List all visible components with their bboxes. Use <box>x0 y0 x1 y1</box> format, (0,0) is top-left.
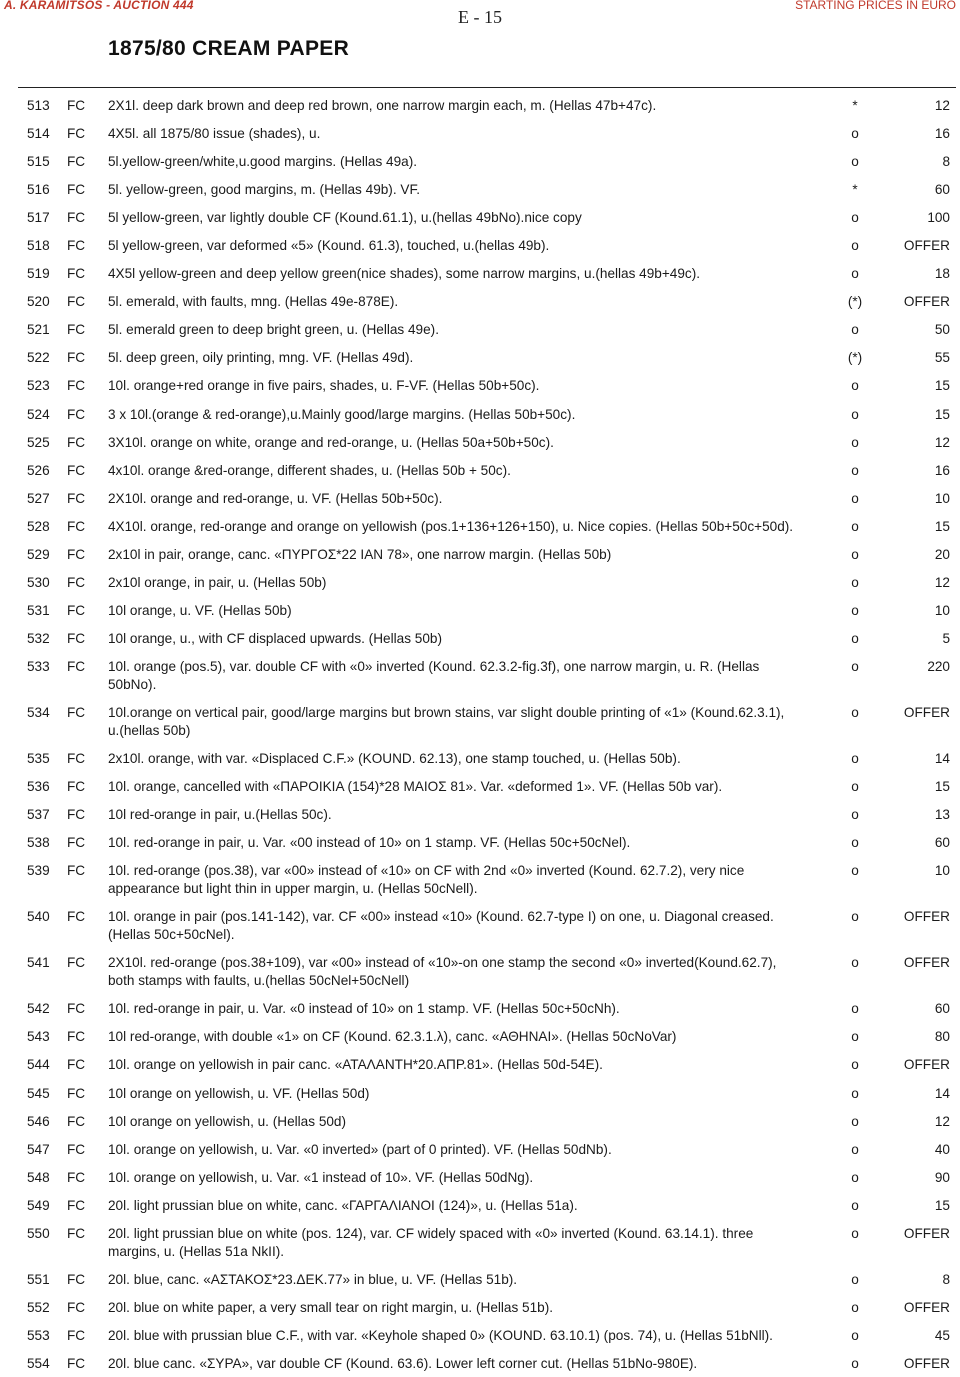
lot-price: 14 <box>934 751 950 767</box>
lot-category: FC <box>67 462 86 478</box>
lot-condition: o <box>851 126 859 142</box>
lot-description: 10l.orange on vertical pair, good/large margins but brown stains, var slight double printing of «1» (Kound.62.3.1), u.(hellas 50b) <box>108 704 785 738</box>
lot-description: 10l. orange on yellowish in pair canc. «ΑΤΑΛΑΝΤΗ*20.ΑΠΡ.81». (Hellas 50d-54E). <box>108 1057 603 1073</box>
lot-row <box>0 349 960 367</box>
lot-number: 549 <box>27 1197 50 1213</box>
lot-number: 537 <box>27 807 50 823</box>
lot-price: 80 <box>934 1029 950 1045</box>
lot-category: FC <box>67 126 86 142</box>
lot-condition: * <box>852 98 858 113</box>
lot-price: OFFER <box>903 1225 950 1241</box>
lot-number: 539 <box>27 863 50 879</box>
lot-category: FC <box>67 704 86 720</box>
lot-number: 518 <box>27 238 50 254</box>
lot-price: 15 <box>934 406 950 422</box>
lot-category: FC <box>67 378 86 394</box>
lot-condition: o <box>851 704 859 720</box>
lot-row <box>0 1355 960 1373</box>
lot-description: 5l.yellow-green/white,u.good margins. (Hellas 49a). <box>108 154 418 170</box>
lot-category: FC <box>67 1113 86 1129</box>
lot-price: 15 <box>934 1197 950 1213</box>
lot-description: 10l orange on yellowish, u. (Hellas 50d) <box>108 1113 347 1129</box>
lot-number: 550 <box>27 1225 50 1241</box>
lot-condition: o <box>851 751 859 767</box>
lot-condition: o <box>851 863 859 879</box>
lot-description: 5l. emerald, with faults, mng. (Hellas 49e-878E). <box>108 294 399 310</box>
lot-price: OFFER <box>903 1299 950 1315</box>
lot-category: FC <box>67 658 86 674</box>
lot-row <box>0 546 960 564</box>
lot-category: FC <box>67 1029 86 1045</box>
lot-number: 529 <box>27 546 50 562</box>
lot-condition: o <box>851 835 859 851</box>
lot-row <box>0 434 960 452</box>
lot-row <box>0 1299 960 1317</box>
lot-number: 536 <box>27 779 50 795</box>
lot-category: FC <box>67 751 86 767</box>
lot-price: 55 <box>934 350 950 366</box>
lot-row <box>0 750 960 768</box>
lot-condition: o <box>851 658 859 674</box>
lot-price: 8 <box>942 1271 950 1287</box>
lot-number: 520 <box>27 294 50 310</box>
lot-condition: o <box>851 630 859 646</box>
lot-price: OFFER <box>903 704 950 720</box>
lot-category: FC <box>67 1299 86 1315</box>
lot-description: 10l. orange on yellowish, u. Var. «1 instead of 10». VF. (Hellas 50dNg). <box>108 1169 534 1185</box>
lot-description: 20l. blue canc. «ΣΥΡΑ», var double CF (Kound. 63.6). Lower left corner cut. (Hellas 51bNo-980E). <box>108 1355 698 1371</box>
lot-number: 541 <box>27 955 50 971</box>
lot-number: 523 <box>27 378 50 394</box>
lot-price: 90 <box>934 1169 950 1185</box>
lot-category: FC <box>67 1001 86 1017</box>
lot-number: 527 <box>27 490 50 506</box>
lot-row <box>0 153 960 171</box>
lot-category: FC <box>67 779 86 795</box>
lot-price: 10 <box>934 602 950 618</box>
lot-row <box>0 1028 960 1046</box>
lot-price: 16 <box>934 462 950 478</box>
lot-row <box>0 125 960 143</box>
lot-number: 522 <box>27 350 50 366</box>
lot-row <box>0 462 960 480</box>
lot-condition: o <box>851 1169 859 1185</box>
lot-number: 548 <box>27 1169 50 1185</box>
lot-row <box>0 1085 960 1103</box>
lot-row <box>0 406 960 424</box>
lot-condition: o <box>851 1225 859 1241</box>
lot-number: 528 <box>27 518 50 534</box>
lot-price: 10 <box>934 863 950 879</box>
lot-category: FC <box>67 1355 86 1371</box>
section-title: 1875/80 CREAM PAPER <box>108 37 350 60</box>
lot-number: 532 <box>27 630 50 646</box>
lot-condition: o <box>851 210 859 226</box>
lot-category: FC <box>67 863 86 879</box>
lot-condition: o <box>851 1057 859 1073</box>
lot-price: 20 <box>934 546 950 562</box>
lot-condition: o <box>851 462 859 478</box>
lot-price: 12 <box>934 574 950 590</box>
lot-condition: o <box>851 807 859 823</box>
lot-number: 545 <box>27 1085 50 1101</box>
lot-condition: o <box>851 406 859 422</box>
lot-condition: o <box>851 1197 859 1213</box>
lot-condition: o <box>851 434 859 450</box>
lot-category: FC <box>67 1169 86 1185</box>
lot-row <box>0 1141 960 1159</box>
lot-row <box>0 490 960 508</box>
lot-description: 4X10l. orange, red-orange and orange on yellowish (pos.1+136+126+150), u. Nice copies. (Hellas 50b+50c+50d). <box>108 518 794 534</box>
lot-row <box>0 778 960 796</box>
lot-category: FC <box>67 835 86 851</box>
lot-description: 10l. orange on yellowish, u. Var. «0 inverted» (part of 0 printed). VF. (Hellas 50dNb). <box>108 1141 612 1157</box>
header-auction-name: A. KARAMITSOS - AUCTION 444 <box>4 0 194 12</box>
lot-description: 4X5l yellow-green and deep yellow green(nice shades), some narrow margins, u.(hellas 49b+49c). <box>108 266 701 282</box>
lot-row <box>0 630 960 648</box>
lot-price: 220 <box>927 658 950 674</box>
lot-row <box>0 574 960 592</box>
header-price-note: STARTING PRICES IN EURO <box>795 0 956 12</box>
lot-row <box>0 293 960 311</box>
lot-condition: o <box>851 1001 859 1017</box>
lot-condition: o <box>851 154 859 170</box>
lot-description: 4x10l. orange &red-orange, different shades, u. (Hellas 50b + 50c). <box>108 462 511 478</box>
lot-number: 521 <box>27 322 50 338</box>
lot-category: FC <box>67 1225 86 1241</box>
lot-category: FC <box>67 266 86 282</box>
lot-number: 533 <box>27 658 50 674</box>
lot-description: 20l. blue with prussian blue C.F., with var. «Keyhole shaped 0» (KOUND. 63.10.1) (pos. 74), u. (Hellas 51bNll). <box>108 1327 773 1343</box>
lot-condition: o <box>851 1085 859 1101</box>
lot-category: FC <box>67 1057 86 1073</box>
lot-row <box>0 1169 960 1187</box>
lot-price: 18 <box>934 266 950 282</box>
lot-list <box>0 97 960 1373</box>
lot-description: 10l orange, u., with CF displaced upwards. (Hellas 50b) <box>108 630 442 646</box>
lot-condition: o <box>851 1299 859 1315</box>
lot-price: 15 <box>934 518 950 534</box>
lot-number: 514 <box>27 126 50 142</box>
lot-number: 517 <box>27 210 50 226</box>
lot-price: 10 <box>934 490 950 506</box>
lot-condition: o <box>851 955 859 971</box>
lot-number: 543 <box>27 1029 50 1045</box>
lot-description: 2x10l orange, in pair, u. (Hellas 50b) <box>108 574 327 590</box>
lot-description: 10l. orange (pos.5), var. double CF with «0» inverted (Kound. 62.3.2-fig.3f), one narrow margin, u. R. (Hellas 50bNo). <box>108 658 760 692</box>
lot-description: 2X10l. red-orange (pos.38+109), var «00» instead of «10»-on one stamp the second «0» inverted(Kound.62.7), both stamps with faults, u.(hellas 50cNel+50cNell) <box>108 955 777 989</box>
lot-row <box>0 954 960 990</box>
lot-description: 20l. blue, canc. «ΑΣΤΑΚΟΣ*23.ΔΕΚ.77» in blue, u. VF. (Hellas 51b). <box>108 1271 518 1287</box>
lot-category: FC <box>67 574 86 590</box>
lot-condition: o <box>851 909 859 925</box>
lot-price: OFFER <box>903 909 950 925</box>
lot-row <box>0 209 960 227</box>
lot-description: 20l. light prussian blue on white, canc. «ΓΑΡΓΑΛΙΑΝΟΙ (124)», u. (Hellas 51a). <box>108 1197 578 1213</box>
lot-category: FC <box>67 546 86 562</box>
lot-number: 551 <box>27 1271 50 1287</box>
lot-condition: o <box>851 378 859 394</box>
lot-description: 2X10l. orange and red-orange, u. VF. (Hellas 50b+50c). <box>108 490 443 506</box>
lot-description: 5l yellow-green, var deformed «5» (Kound. 61.3), touched, u.(hellas 49b). <box>108 238 550 254</box>
lot-condition: o <box>851 266 859 282</box>
lot-row <box>0 181 960 199</box>
lot-description: 10l. orange+red orange in five pairs, shades, u. F-VF. (Hellas 50b+50c). <box>108 378 540 394</box>
lot-number: 553 <box>27 1327 50 1343</box>
lot-condition: o <box>851 574 859 590</box>
lot-category: FC <box>67 518 86 534</box>
lot-condition: o <box>851 546 859 562</box>
lot-description: 10l. red-orange in pair, u. Var. «0 instead of 10» on 1 stamp. VF. (Hellas 50c+50cNh). <box>108 1001 620 1017</box>
lot-description: 4X5l. all 1875/80 issue (shades), u. <box>108 126 321 142</box>
lot-row <box>0 704 960 740</box>
lot-number: 530 <box>27 574 50 590</box>
lot-description: 5l yellow-green, var lightly double CF (Kound.61.1), u.(hellas 49bNo).nice copy <box>108 210 582 226</box>
lot-condition: o <box>851 1327 859 1343</box>
lot-row <box>0 97 960 115</box>
lot-category: FC <box>67 630 86 646</box>
lot-price: 60 <box>934 835 950 851</box>
lot-row <box>0 518 960 536</box>
lot-description: 5l. emerald green to deep bright green, u. (Hellas 49e). <box>108 322 439 338</box>
lot-category: FC <box>67 406 86 422</box>
lot-category: FC <box>67 1197 86 1213</box>
lot-number: 513 <box>27 98 50 113</box>
lot-category: FC <box>67 322 86 338</box>
lot-description: 10l red-orange, with double «1» on CF (Kound. 62.3.1.λ), canc. «ΑΘΗΝΑΙ». (Hellas 50cNoVar) <box>108 1029 677 1045</box>
lot-number: 547 <box>27 1141 50 1157</box>
lot-description: 5l. yellow-green, good margins, m. (Hellas 49b). VF. <box>108 182 421 198</box>
lot-condition: (*) <box>847 294 863 310</box>
page-number: E - 15 <box>458 7 502 27</box>
lot-description: 3 x 10l.(orange & red-orange),u.Mainly good/large margins. (Hellas 50b+50c). <box>108 406 576 422</box>
lot-price: 60 <box>934 182 950 198</box>
lot-category: FC <box>67 238 86 254</box>
lot-price: 12 <box>934 434 950 450</box>
lot-category: FC <box>67 154 86 170</box>
lot-condition: (*) <box>847 350 863 366</box>
lot-category: FC <box>67 1327 86 1343</box>
title-divider <box>18 87 956 88</box>
lot-condition: o <box>851 1271 859 1287</box>
lot-condition: o <box>851 1141 859 1157</box>
lot-price: 45 <box>934 1327 950 1343</box>
lot-description: 10l. red-orange in pair, u. Var. «00 instead of 10» on 1 stamp. VF. (Hellas 50c+50cNel). <box>108 835 631 851</box>
lot-row <box>0 1327 960 1345</box>
lot-category: FC <box>67 294 86 310</box>
lot-row <box>0 658 960 694</box>
lot-category: FC <box>67 182 86 198</box>
lot-condition: o <box>851 238 859 254</box>
lot-description: 20l. light prussian blue on white (pos. 124), var. CF widely spaced with «0» inverted (Kound. 63.14.1). three margins, u. (Hellas 51a NkII). <box>108 1225 754 1259</box>
lot-description: 5l. deep green, oily printing, mng. VF. (Hellas 49d). <box>108 350 414 366</box>
lot-price: 50 <box>934 322 950 338</box>
lot-category: FC <box>67 807 86 823</box>
lot-condition: o <box>851 1355 859 1371</box>
lot-price: 15 <box>934 378 950 394</box>
lot-price: 40 <box>934 1141 950 1157</box>
lot-price: OFFER <box>903 1057 950 1073</box>
lot-condition: o <box>851 1113 859 1129</box>
lot-category: FC <box>67 350 86 366</box>
lot-description: 2X1l. deep dark brown and deep red brown, one narrow margin each, m. (Hellas 47b+47c). <box>108 98 657 113</box>
lot-description: 10l orange, u. VF. (Hellas 50b) <box>108 602 292 618</box>
lot-number: 535 <box>27 751 50 767</box>
lot-price: 8 <box>942 154 950 170</box>
lot-price: OFFER <box>903 294 950 310</box>
lot-description: 10l red-orange in pair, u.(Hellas 50c). <box>108 807 332 823</box>
lot-category: FC <box>67 490 86 506</box>
lot-category: FC <box>67 1141 86 1157</box>
lot-number: 542 <box>27 1001 50 1017</box>
lot-category: FC <box>67 1271 86 1287</box>
lot-number: 554 <box>27 1355 50 1371</box>
lot-price: 14 <box>934 1085 950 1101</box>
lot-price: 5 <box>942 630 950 646</box>
lot-category: FC <box>67 909 86 925</box>
lot-number: 526 <box>27 462 50 478</box>
lot-price: OFFER <box>903 1355 950 1371</box>
lot-category: FC <box>67 98 86 113</box>
lot-row <box>0 834 960 852</box>
lot-condition: o <box>851 322 859 338</box>
lot-condition: o <box>851 1029 859 1045</box>
lot-number: 515 <box>27 154 50 170</box>
lot-price: 15 <box>934 779 950 795</box>
lot-row <box>0 1113 960 1131</box>
lot-description: 10l. orange in pair (pos.141-142), var. CF «00» instead «10» (Kound. 62.7-type I) on one, u. Diagonal creased. (Hellas 50c+50cNel). <box>108 909 774 943</box>
lot-category: FC <box>67 602 86 618</box>
lot-number: 552 <box>27 1299 50 1315</box>
lot-row <box>0 1225 960 1261</box>
lot-description: 3X10l. orange on white, orange and red-orange, u. (Hellas 50a+50b+50c). <box>108 434 554 450</box>
lot-row <box>0 806 960 824</box>
lot-description: 10l orange on yellowish, u. VF. (Hellas 50d) <box>108 1085 370 1101</box>
lot-row <box>0 1000 960 1018</box>
lot-price: OFFER <box>903 955 950 971</box>
lot-price: 100 <box>927 210 950 226</box>
lot-row <box>0 908 960 944</box>
lot-condition: o <box>851 779 859 795</box>
lot-number: 546 <box>27 1113 50 1129</box>
lot-price: 12 <box>934 1113 950 1129</box>
lot-row <box>0 377 960 395</box>
lot-condition: * <box>852 182 858 198</box>
lot-description: 10l. red-orange (pos.38), var «00» instead of «10» on CF with 2nd «0» inverted (Kound. 62.7.2), very nice appearance but light thin in upper margin, u. (Hellas 50cNell). <box>108 863 745 897</box>
lot-condition: o <box>851 490 859 506</box>
lot-description: 20l. blue on white paper, a very small tear on right margin, u. (Hellas 51b). <box>108 1299 554 1315</box>
lot-row <box>0 862 960 898</box>
lot-price: 60 <box>934 1001 950 1017</box>
lot-price: 13 <box>934 807 950 823</box>
lot-number: 538 <box>27 835 50 851</box>
lot-row <box>0 1197 960 1215</box>
lot-category: FC <box>67 955 86 971</box>
lot-condition: o <box>851 518 859 534</box>
lot-row <box>0 1271 960 1289</box>
lot-description: 10l. orange, cancelled with «ΠΑΡΟΙΚΙΑ (154)*28 ΜΑΙΟΣ 81». Var. «deformed 1». VF. (Hellas 50b var). <box>108 779 723 795</box>
lot-condition: o <box>851 602 859 618</box>
lot-number: 531 <box>27 602 50 618</box>
lot-row <box>0 321 960 339</box>
lot-price: 16 <box>934 126 950 142</box>
lot-number: 525 <box>27 434 50 450</box>
lot-number: 524 <box>27 406 50 422</box>
lot-row <box>0 1056 960 1074</box>
lot-description: 2x10l. orange, with var. «Displaced C.F.» (KOUND. 62.13), one stamp touched, u. (Hellas 50b). <box>108 751 681 767</box>
lot-number: 516 <box>27 182 50 198</box>
lot-price: OFFER <box>903 238 950 254</box>
lot-price: 12 <box>934 98 950 113</box>
lot-number: 544 <box>27 1057 50 1073</box>
lot-number: 519 <box>27 266 50 282</box>
lot-row <box>0 265 960 283</box>
lot-row <box>0 237 960 255</box>
lot-number: 534 <box>27 704 50 720</box>
lot-row <box>0 602 960 620</box>
lot-category: FC <box>67 1085 86 1101</box>
lot-category: FC <box>67 434 86 450</box>
lot-description: 2x10l in pair, orange, canc. «ΠΥΡΓΟΣ*22 ΙΑΝ 78», one narrow margin. (Hellas 50b) <box>108 546 612 562</box>
lot-number: 540 <box>27 909 50 925</box>
lot-category: FC <box>67 210 86 226</box>
